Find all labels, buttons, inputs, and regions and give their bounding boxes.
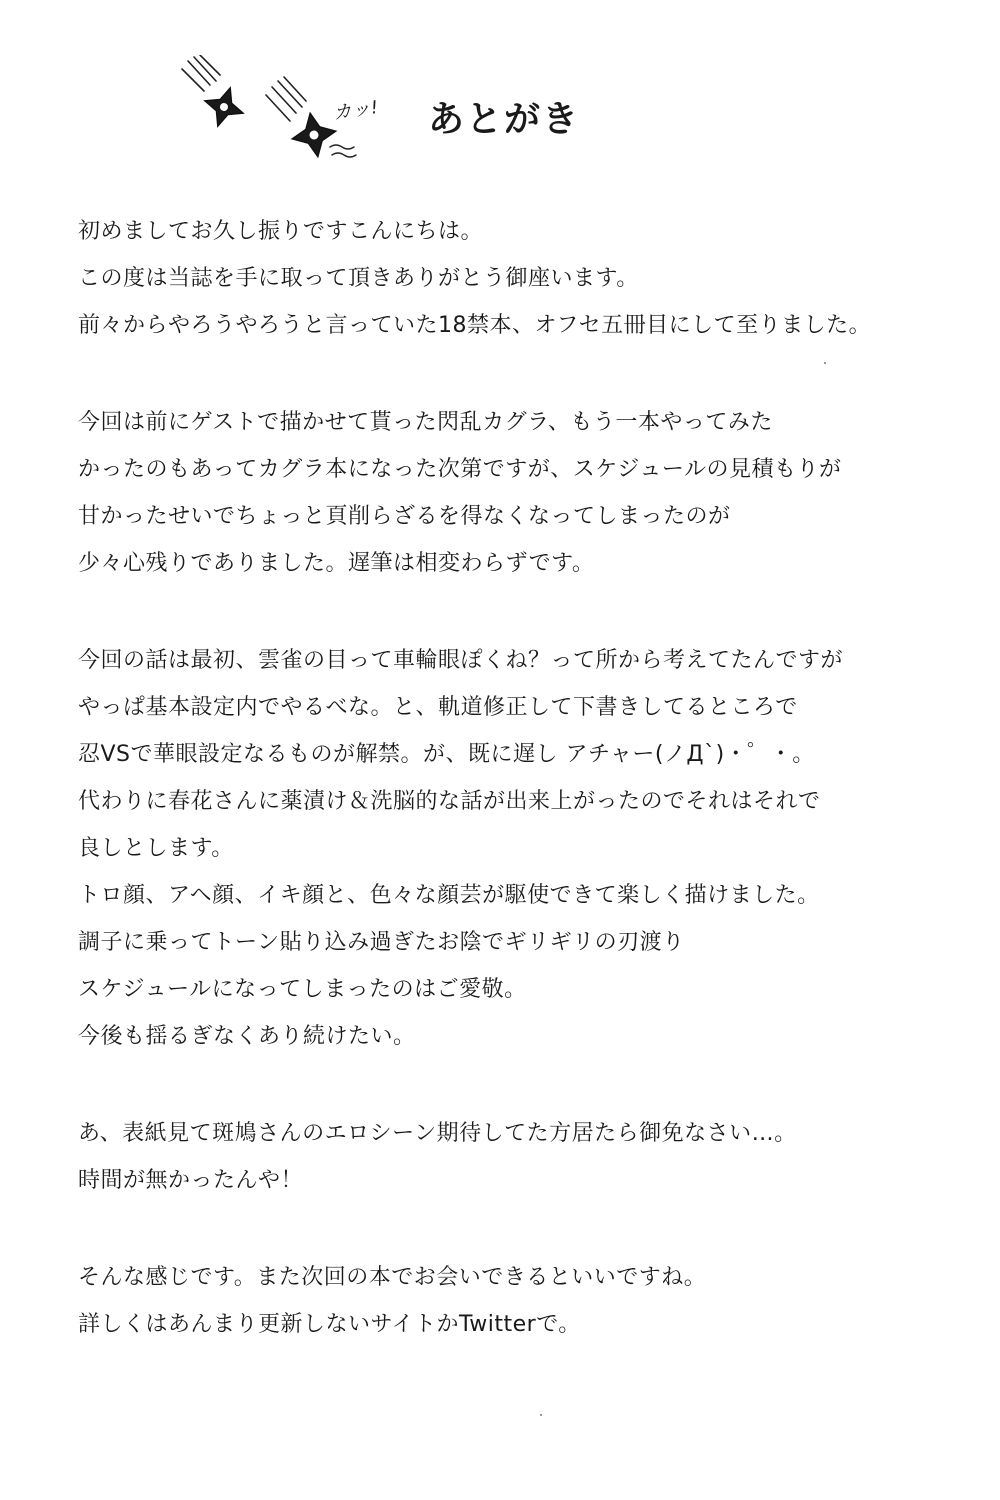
text-line: 前々からやろうやろうと言っていた18禁本、オフセ五冊目にして至りました。 xyxy=(78,313,872,338)
text-line: 忍VSで華眼設定なるものが解禁。が、既に遅し アチャー(ノД`)・゜・。 xyxy=(78,742,815,767)
text-line: 時間が無かったんや！ xyxy=(78,1168,304,1193)
text-line: 甘かったせいでちょっと頁削らざるを得なくなってしまったのが xyxy=(78,504,731,529)
text-line: 今回の話は最初、雲雀の目って車輪眼ぽくね？って所から考えてたんですが xyxy=(78,648,844,673)
afterword-body xyxy=(78,208,993,1398)
text-line: 良しとします。 xyxy=(78,836,234,861)
text-line: そんな感じです。また次回の本でお会いできるといいですね。 xyxy=(78,1265,707,1290)
paragraph xyxy=(78,1254,993,1348)
text-line: 少々心残りでありました。遅筆は相変わらずです。 xyxy=(78,551,595,576)
text-line: あ、表紙見て斑鳩さんのエロシーン期待してた方居たら御免なさい…。 xyxy=(78,1121,797,1146)
text-line: 代わりに春花さんに薬漬け＆洗脳的な話が出来上がったのでそれはそれで xyxy=(78,789,821,814)
sound-effect-text: カッ! xyxy=(331,96,381,125)
paragraph xyxy=(78,208,993,349)
text-line: トロ顔、アヘ顔、イキ顔と、色々な顔芸が駆使できて楽しく描けました。 xyxy=(78,883,820,908)
paragraph xyxy=(78,399,993,587)
text-line: 初めましてお久し振りですこんにちは。 xyxy=(78,219,484,244)
text-line: 今回は前にゲストで描かせて貰った閃乱カグラ、もう一本やってみた xyxy=(78,410,773,435)
scan-speck xyxy=(540,1414,542,1416)
scan-speck xyxy=(824,362,826,364)
text-line: 詳しくはあんまり更新しないサイトかTwitterで。 xyxy=(78,1312,581,1337)
text-line: スケジュールになってしまったのはご愛敬。 xyxy=(78,977,527,1002)
text-line: この度は当誌を手に取って頂きありがとう御座います。 xyxy=(78,266,639,291)
page-title: あとがき xyxy=(428,99,581,140)
paragraph xyxy=(78,637,993,1060)
afterword-header xyxy=(0,0,1000,180)
text-line: 調子に乗ってトーン貼り込み過ぎたお陰でギリギリの刃渡り xyxy=(78,930,685,955)
paragraph xyxy=(78,1110,993,1204)
text-line: 今後も揺るぎなくあり続けたい。 xyxy=(78,1024,416,1049)
text-line: やっぱ基本設定内でやるべな。と、軌道修正して下書きしてるところで xyxy=(78,695,798,720)
text-line: かったのもあってカグラ本になった次第ですが、スケジュールの見積もりが xyxy=(78,457,842,482)
